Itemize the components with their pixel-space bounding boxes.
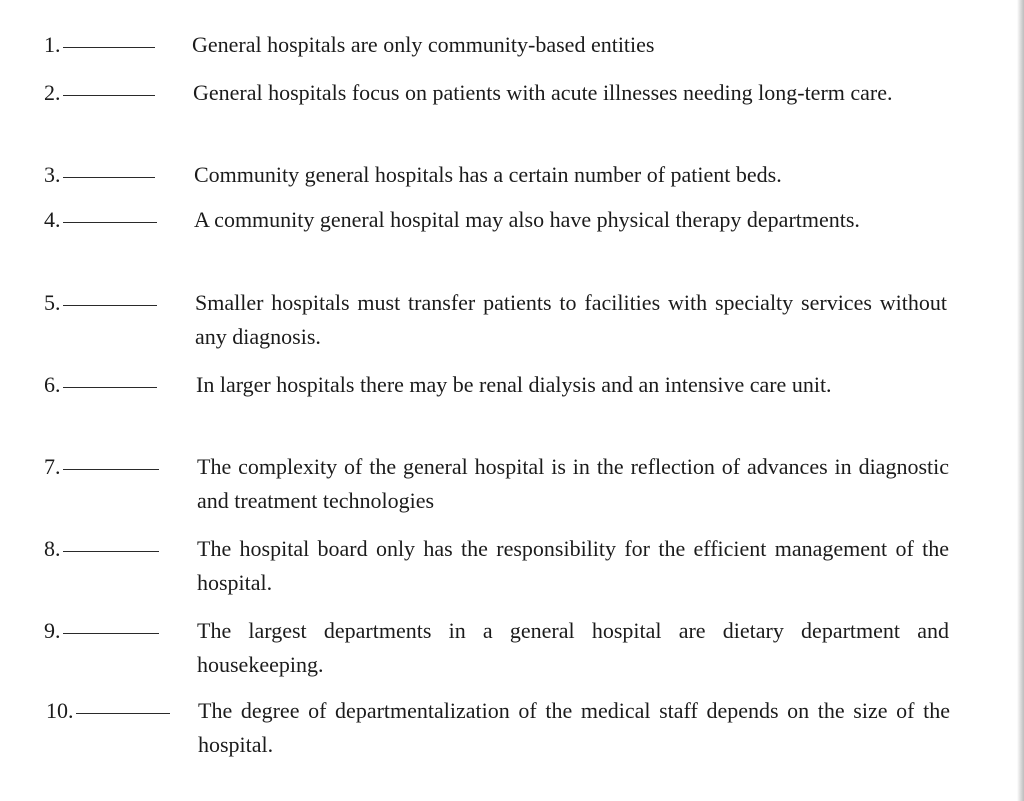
answer-blank-8[interactable]	[63, 551, 159, 552]
page-edge-shadow	[1017, 0, 1024, 801]
answer-blank-5[interactable]	[63, 305, 157, 306]
question-text-3: Community general hospitals has a certain number of patient beds.	[194, 162, 782, 187]
question-number-3: 3.	[44, 158, 155, 192]
question-number-5: 5.	[44, 286, 157, 320]
question-number-2: 2.	[44, 76, 155, 110]
answer-blank-3[interactable]	[63, 177, 155, 178]
question-text-9: The largest departments in a general hospital are dietary department and housekeeping.	[197, 618, 949, 677]
answer-blank-9[interactable]	[63, 633, 159, 634]
answer-blank-4[interactable]	[63, 222, 157, 223]
question-text-2: General hospitals focus on patients with acute illnesses needing long-term care.	[193, 80, 893, 105]
question-text-4: A community general hospital may also have physical therapy departments.	[194, 207, 860, 232]
question-text-10: The degree of departmentalization of the medical staff depends on the size of the hospital.	[198, 698, 950, 757]
question-number-8: 8.	[44, 532, 159, 566]
question-number-7: 7.	[44, 450, 159, 484]
answer-blank-1[interactable]	[63, 47, 155, 48]
answer-blank-2[interactable]	[63, 95, 155, 96]
question-number-6: 6.	[44, 368, 157, 402]
question-text-7: The complexity of the general hospital is in the reflection of advances in diagnostic and treatment technologies	[197, 454, 949, 513]
question-number-4: 4.	[44, 203, 157, 237]
answer-blank-6[interactable]	[63, 387, 157, 388]
question-number-9: 9.	[44, 614, 159, 648]
answer-blank-7[interactable]	[63, 469, 159, 470]
answer-blank-10[interactable]	[76, 713, 170, 714]
question-text-6: In larger hospitals there may be renal dialysis and an intensive care unit.	[196, 372, 832, 397]
question-number-10: 10.	[46, 694, 170, 728]
question-text-8: The hospital board only has the responsibility for the efficient management of the hospital.	[197, 536, 949, 595]
question-text-1: General hospitals are only community-based entities	[192, 32, 655, 57]
question-number-1: 1.	[44, 28, 155, 62]
question-text-5: Smaller hospitals must transfer patients to facilities with specialty services without any diagnosis.	[195, 290, 947, 349]
